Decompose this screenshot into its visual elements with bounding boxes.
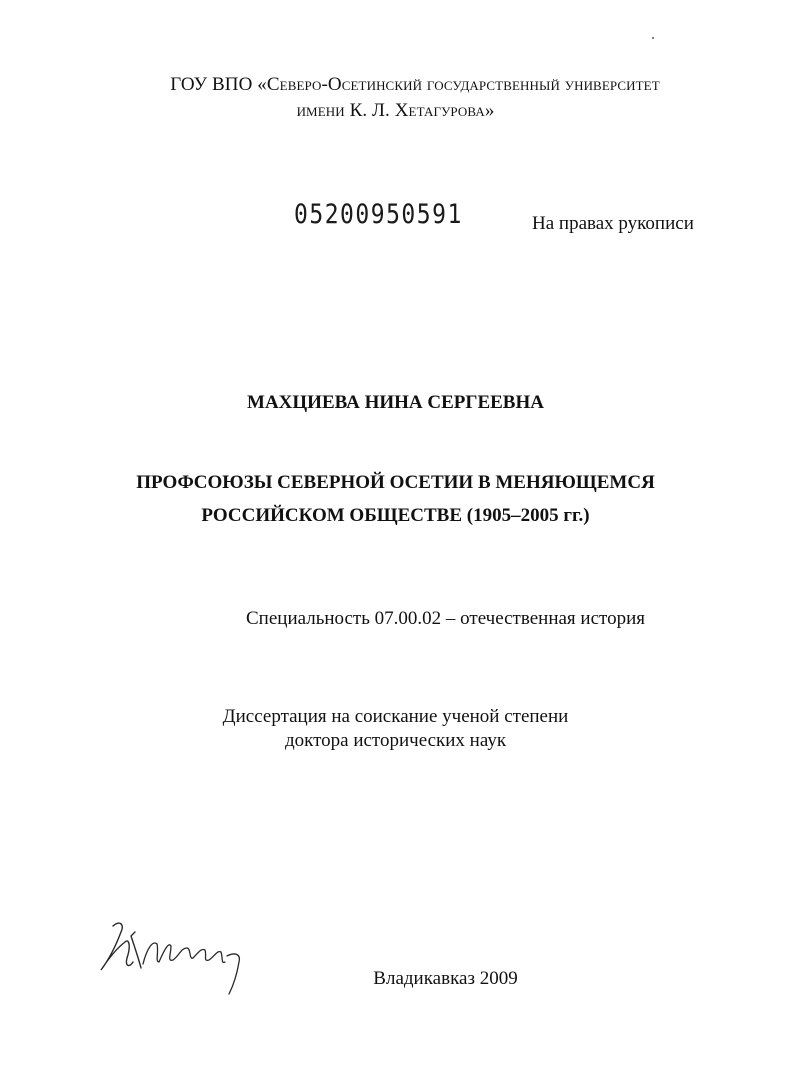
institution-prefix: ГОУ ВПО (170, 74, 258, 95)
institution-line-2: имени К. Л. Хетагурова» (296, 100, 495, 121)
institution-name: «Северо-Осетинский государственный университет (257, 74, 660, 95)
author-name: МАХЦИЕВА НИНА СЕРГЕЕВНА (247, 392, 544, 413)
scan-speck (652, 37, 654, 39)
dissertation-line-2: доктора исторических наук (284, 730, 507, 751)
place-and-year: Владикавказ 2009 (373, 968, 518, 989)
institution-line-1 (45, 74, 785, 96)
thesis-title-line-2: РОССИЙСКОМ ОБЩЕСТВЕ (1905–2005 гг.) (201, 505, 590, 526)
thesis-title-line-1: ПРОФСОЮЗЫ СЕВЕРНОЙ ОСЕТИИ В МЕНЯЮЩЕМСЯ (136, 472, 655, 493)
rights-note: На правах рукописи (532, 213, 694, 234)
dissertation-line-1: Диссертация на соискание ученой степени (222, 706, 569, 727)
specialty: Специальность 07.00.02 – отечественная история (246, 608, 645, 629)
registration-code: 05200950591 (294, 200, 463, 230)
